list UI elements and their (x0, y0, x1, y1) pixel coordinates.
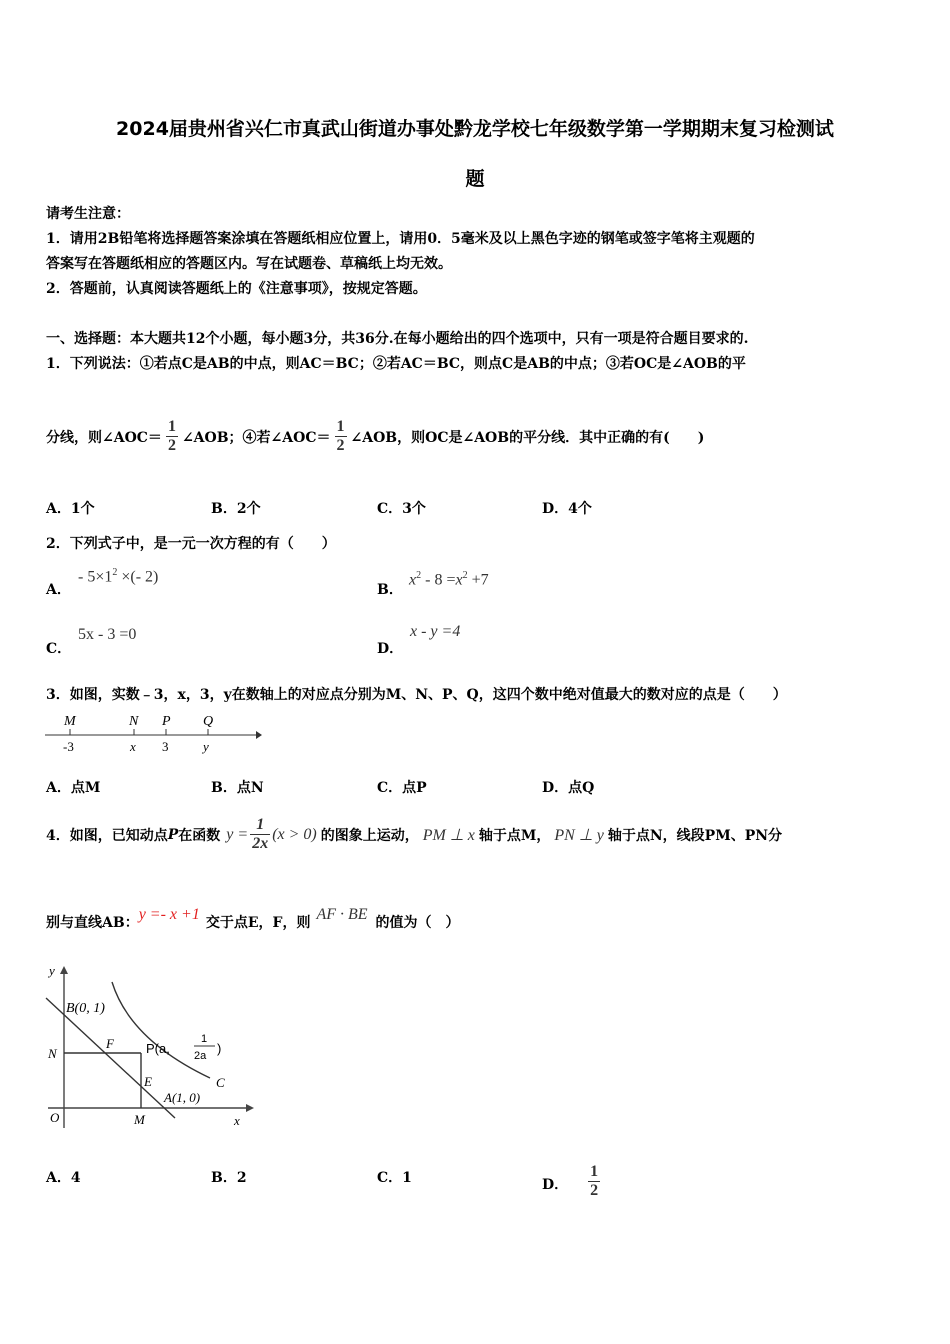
q1-text-a: 分线，则∠AOC＝ (46, 429, 162, 446)
hyperbola-curve (112, 982, 210, 1078)
section-heading: 一、选择题：本大题共12个小题，每小题3分，共36分.在每小题给出的四个选项中，只有一项是符合题目要求的. (46, 331, 749, 347)
q4-line-equation: y =- x +1 (138, 906, 200, 923)
q3-option-a: A．点M (46, 780, 101, 796)
value-m: -3 (63, 739, 74, 754)
q1-option-d: D．4个 (542, 501, 592, 517)
number-line-arrow (256, 731, 262, 739)
q4-func-fraction: $\frac{1}{2x}$ (252, 816, 269, 852)
q4-stem-line1: 4．如图，已知动点 P 在函数 y = $\frac{1}{2x}$ (x > 0) 的图象上运动， PM ⊥ x 轴于点M， PN ⊥ y 轴于点N，线段PM、PN分 (46, 816, 783, 852)
notice-item1-line1: 1．请用2B铅笔将选择题答案涂填在答题纸相应位置上，请用0．5毫米及以上黑色字迹的钢笔或签字笔将主观题的 (46, 231, 755, 247)
q4-option-d: D． $\frac{1}{2}$ (542, 1163, 599, 1199)
label-p-num: 1 (201, 1033, 208, 1045)
q2-label-b: B． (377, 582, 403, 598)
notice-item2: 2．答题前，认真阅读答题纸上的《注意事项》，按规定答题。 (46, 281, 427, 297)
label-e: E (144, 1074, 152, 1089)
q3-option-d: D．点Q (542, 780, 595, 796)
q4-option-c: C．1 (377, 1170, 412, 1186)
q1-stem-line2 (46, 418, 704, 455)
q1-stem-line1: 1．下列说法：①若点C是AB的中点，则AC＝BC；②若AC＝BC，则点C是AB的中点；③若OC是∠AOB的平 (46, 356, 746, 372)
label-p: P(a, (146, 1041, 170, 1056)
page-title-continued: 题 (465, 168, 485, 190)
q1-text-c: ∠AOB，则OC是∠AOB的平分线．其中正确的有( ) (350, 429, 705, 446)
q2-expr-d: x - y =4 (410, 623, 461, 640)
label-n: N (129, 714, 139, 729)
q4-func-y: y = (226, 825, 249, 843)
q4-stem-line2: 别与直线AB： y =- x +1 交于点E，F，则 AF · BE 的值为（ ） (46, 906, 460, 931)
y-axis-arrow (60, 966, 68, 974)
q2-expr-b: $x^2 - 8 =x^2 +7$ (409, 570, 489, 589)
q1-fraction-1: $\frac{1}{2}$ (167, 418, 176, 454)
q1-text-b: ∠AOB；④若∠AOC＝ (181, 429, 331, 446)
q3-option-b: B．点N (211, 780, 264, 796)
label-y: y (49, 963, 55, 978)
notice-heading: 请考生注意： (46, 206, 130, 222)
q4-func-cond: (x > 0) (272, 825, 317, 843)
q4-option-d-fraction: $\frac{1}{2}$ (590, 1163, 599, 1199)
q3-option-c: C．点P (377, 780, 427, 796)
q4-pm-perp: PM ⊥ x (422, 826, 475, 844)
label-p-close: ) (217, 1041, 222, 1056)
q1-fraction-2: $\frac{1}{2}$ (336, 418, 345, 454)
value-n: x (130, 739, 136, 754)
label-n: N (48, 1046, 57, 1061)
notice-item1-line2: 答案写在答题纸相应的答题区内。写在试题卷、草稿纸上均无效。 (46, 256, 452, 272)
q3-stem: 3．如图，实数﹣3，x，3，y在数轴上的对应点分别为M、N、P、Q，这四个数中绝对值最大的数对应的点是（ ） (46, 687, 787, 703)
q1-option-a: A．1个 (46, 501, 95, 517)
label-q: Q (203, 714, 214, 729)
x-axis-arrow (246, 1104, 254, 1112)
q2-label-a: A． (46, 582, 71, 598)
q4-pn-perp: PN ⊥ y (554, 826, 604, 844)
page-title: 2024届贵州省兴仁市真武山街道办事处黔龙学校七年级数学第一学期期末复习检测试 (116, 118, 834, 140)
q4-option-b: B．2 (211, 1170, 247, 1186)
label-b: B(0, 1) (66, 1001, 105, 1016)
q4-graph (40, 960, 270, 1140)
line-ab (46, 998, 175, 1118)
q1-option-c: C．3个 (377, 501, 426, 517)
q4-option-a: A．4 (46, 1170, 81, 1186)
label-m: M (134, 1112, 145, 1127)
value-q: y (203, 739, 209, 754)
label-p-den: 2a (194, 1050, 207, 1062)
label-f: F (106, 1036, 114, 1051)
value-p: 3 (162, 739, 169, 754)
q2-label-d: D． (377, 641, 404, 657)
label-origin: O (50, 1110, 60, 1125)
q2-stem: 2．下列式子中，是一元一次方程的有（ ） (46, 536, 336, 552)
q4-product: AF · BE (316, 906, 368, 923)
label-m: M (64, 714, 76, 729)
label-a: A(1, 0) (164, 1090, 201, 1105)
q2-expr-c: 5x - 3 =0 (78, 626, 137, 643)
label-x: x (234, 1113, 240, 1128)
q3-number-line (40, 708, 270, 758)
q2-expr-a: - $5\times 1^2$ ×(- 2) (78, 567, 159, 586)
label-p: P (162, 714, 171, 729)
q2-label-c: C． (46, 641, 72, 657)
label-c: C (216, 1075, 225, 1090)
q1-option-b: B．2个 (211, 501, 261, 517)
